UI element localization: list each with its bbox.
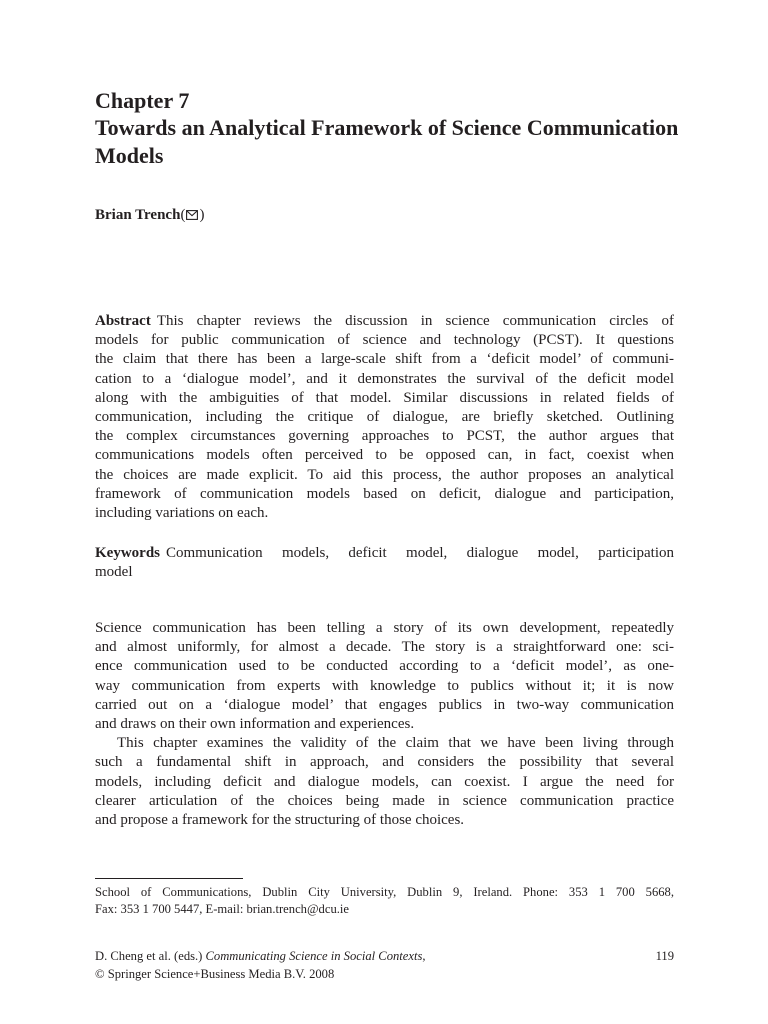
footnote-line: School of Communications, Dublin City University, Dublin 9, Ireland. Phone: 353 1 700 5668, [95, 885, 674, 899]
abstract-line: cation to a ‘dialogue model’, and it demonstrates the survival of the deficit model [95, 370, 674, 387]
author-paren-open: ( [180, 207, 186, 223]
citation-line [95, 947, 426, 965]
footnote-line: Fax: 353 1 700 5447, E-mail: brian.trench@dcu.ie [95, 902, 349, 916]
body-line: and propose a framework for the structuring of those choices. [95, 812, 465, 829]
page-number: 119 [655, 949, 674, 963]
body-line: carried out on a ‘dialogue model’ that engages publics in two-way communication [95, 696, 674, 713]
citation-editors: D. Cheng et al. (eds.) [95, 949, 206, 963]
body-line: such a fundamental shift in approach, and considers the possibility that several [95, 754, 674, 771]
footnote [95, 884, 674, 918]
abstract-line: along with the ambiguities of that model. Similar discussions in related fields of [95, 389, 674, 406]
body-line: and almost uniformly, for almost a decade. The story is a straightforward one: sci- [95, 639, 674, 656]
chapter-title: Towards an Analytical Framework of Science Communication Models [95, 115, 679, 168]
keywords-line: model [95, 564, 133, 581]
abstract-line: the choices are made explicit. To aid this process, the author proposes an analytical [95, 466, 674, 483]
citation-after-title: , [422, 949, 426, 963]
body-text [95, 619, 674, 830]
keywords [95, 544, 674, 582]
abstract-heading: Abstract [95, 313, 151, 329]
abstract-line: including variations on each. [95, 505, 269, 522]
author-name: Brian Trench [95, 207, 181, 223]
abstract-line: communications models often perceived to be opposed can, in fact, coexist when [95, 447, 674, 464]
abstract-line: models for public communication of science and technology (PCST). It questions [95, 332, 674, 349]
chapter-label: Chapter 7 [95, 88, 190, 113]
body-line: and draws on their own information and experiences. [95, 716, 415, 733]
body-line: models, including deficit and dialogue models, can coexist. I argue the need for [95, 773, 674, 790]
copyright-line: © Springer Science+Business Media B.V. 2008 [95, 967, 335, 981]
abstract-line [95, 312, 674, 331]
abstract-line: the complex circumstances governing approaches to PCST, the author argues that [95, 428, 674, 445]
abstract-line-text: This chapter reviews the discussion in science communication circles of [156, 313, 674, 329]
keywords-heading: Keywords [95, 545, 160, 561]
abstract [95, 312, 674, 523]
body-line: This chapter examines the validity of the claim that we have been living through [117, 735, 674, 752]
abstract-line: communication, including the critique of dialogue, are briefly sketched. Outlining [95, 409, 674, 426]
book-citation [95, 947, 426, 983]
body-line: ence communication used to be conducted according to a ‘deficit model’, as one- [95, 658, 674, 675]
author-line [95, 205, 204, 226]
keywords-line-text: Communication models, deficit model, dialogue model, participation [166, 545, 674, 561]
author-paren-close: ) [199, 207, 205, 223]
footnote-rule [95, 878, 243, 879]
body-line: Science communication has been telling a story of its own development, repeatedly [95, 620, 674, 636]
abstract-line: the claim that there has been a large-scale shift from a ‘deficit model’ of communi- [95, 351, 674, 368]
body-line: clearer articulation of the choices being made in science communication practice [95, 792, 674, 809]
keywords-line [95, 544, 674, 563]
envelope-icon [186, 206, 198, 226]
citation-book-title: Communicating Science in Social Contexts [205, 949, 423, 963]
abstract-line: framework of communication models based on deficit, dialogue and participation, [95, 485, 674, 502]
body-line: way communication from experts with knowledge to publics without it; it is now [95, 677, 674, 694]
